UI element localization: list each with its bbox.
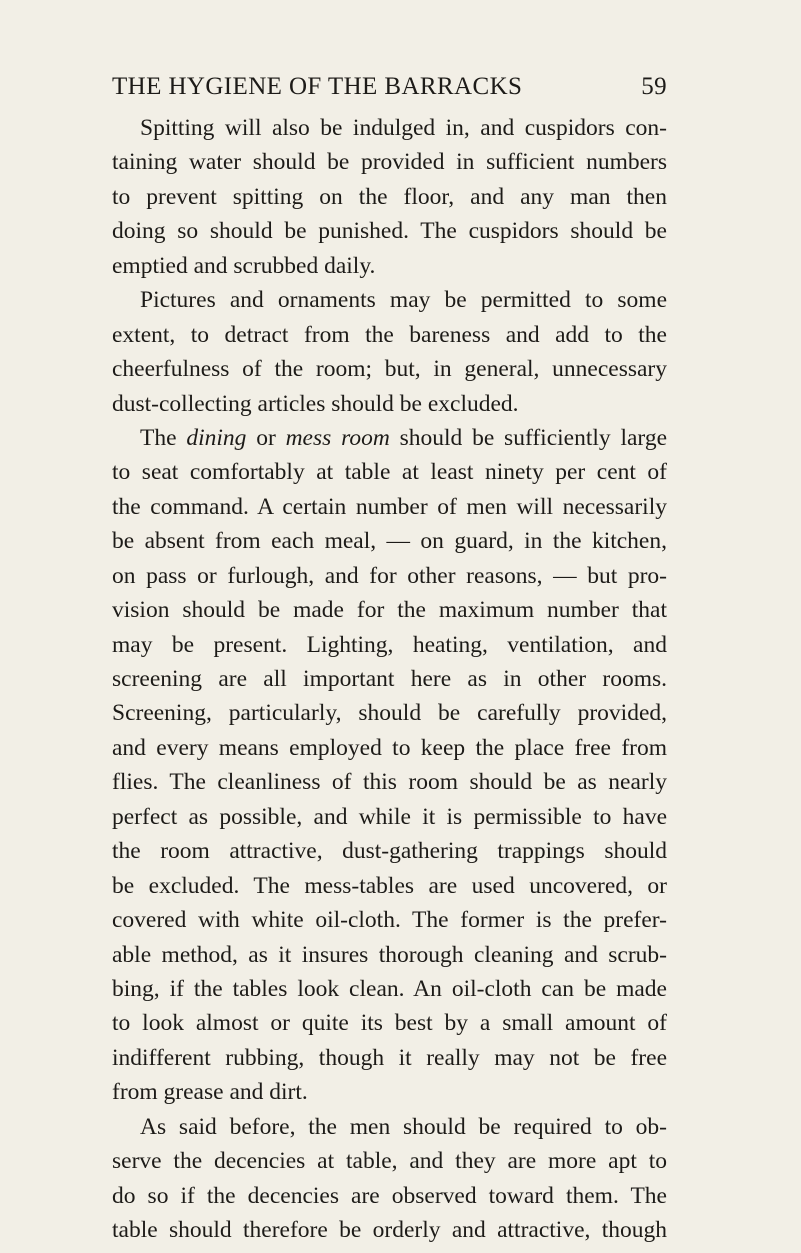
text-line: emptied and scrubbed daily. [112, 252, 376, 279]
italic-term-mess-room: mess room [285, 424, 390, 451]
text-line: cheerfulness of the room; but, in general, unnecessary [112, 356, 667, 383]
text-line: perfect as possible, and while it is permissible to have [112, 803, 667, 830]
text-line: vision should be made for the maximum number that [112, 597, 667, 624]
italic-term-dining: dining [186, 424, 247, 451]
text-line: may be present. Lighting, heating, ventilation, and [112, 631, 667, 658]
text-line: serve the decencies at table, and they are more apt to [112, 1148, 667, 1175]
text-line: flies. The cleanliness of this room should be as nearly [112, 769, 667, 796]
text-line: As said before, the men should be required to ob- [140, 1113, 667, 1140]
text-line: table should therefore be orderly and attractive, though [112, 1217, 667, 1243]
text-line: covered with white oil-cloth. The former is the prefer- [112, 907, 667, 934]
text-line: indifferent rubbing, though it really may not be free [112, 1044, 667, 1071]
text-line: taining water should be provided in sufficient numbers [112, 149, 667, 176]
text-line: Pictures and ornaments may be permitted to some [140, 287, 667, 314]
text-line: able method, as it insures thorough cleaning and scrub- [112, 941, 667, 968]
text-line: from grease and dirt. [112, 1079, 308, 1106]
text-line: Screening, particularly, should be carefully provided, [112, 700, 667, 727]
text-line: do so if the decencies are observed toward them. The [112, 1182, 667, 1209]
text-line: screening are all important here as in other rooms. [112, 666, 667, 692]
text-line: on pass or furlough, and for other reasons, — but pro- [112, 562, 667, 589]
text-line: be excluded. The mess-tables are used uncovered, or [112, 872, 667, 899]
text-line: be absent from each meal, — on guard, in the kitchen, [112, 528, 667, 555]
text-line: to look almost or quite its best by a small amount of [112, 1010, 667, 1037]
text-line: and every means employed to keep the place free from [112, 734, 667, 761]
text-line: Spitting will also be indulged in, and cuspidors con- [140, 115, 667, 141]
text-line: dust-collecting articles should be excluded. [112, 390, 519, 417]
body-text [112, 111, 667, 1247]
text-line: the room attractive, dust-gathering trappings should [112, 838, 667, 865]
page-number: 59 [641, 73, 667, 100]
text-line: extent, to detract from the bareness and add to the [112, 321, 667, 348]
text-line: the command. A certain number of men will necessarily [112, 493, 667, 520]
text-line: doing so should be punished. The cuspidors should be [112, 218, 667, 245]
text-line: to seat comfortably at table at least ninety per cent of [112, 459, 667, 486]
text-line: The dining or mess room should be sufficiently large [140, 424, 667, 451]
text-line: to prevent spitting on the floor, and any man then [112, 183, 667, 210]
running-head [112, 70, 667, 104]
running-title: THE HYGIENE OF THE BARRACKS [112, 73, 523, 100]
text-line: bing, if the tables look clean. An oil-cloth can be made [112, 975, 667, 1002]
